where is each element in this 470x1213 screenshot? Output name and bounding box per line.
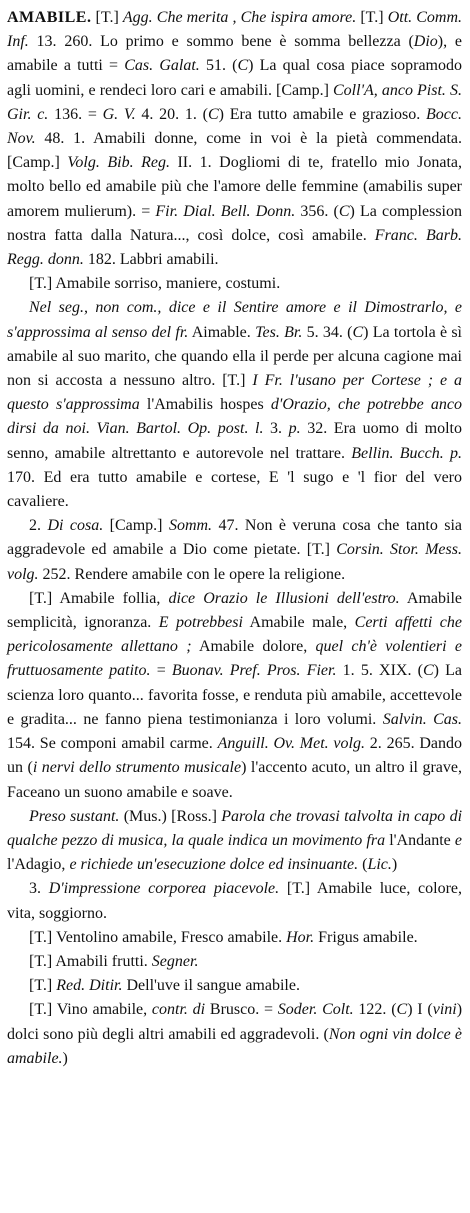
text-run: ( xyxy=(358,856,368,874)
text-run: ) I ( xyxy=(407,1001,433,1019)
text-run: ) dolci sono più degli altri amabili ed aggradevoli. ( xyxy=(7,1001,463,1043)
text-run: Bellin. Bucch. p. xyxy=(351,444,463,462)
text-run: Volg. Bib. Reg. xyxy=(67,154,170,172)
text-run: Brusco. xyxy=(205,1001,264,1019)
sense-3-frutti xyxy=(7,950,462,974)
text-run: contr. di xyxy=(151,1001,206,1019)
text-run: 2. xyxy=(29,517,48,535)
text-run: p. xyxy=(288,420,301,438)
sense-3-impressione-corporea xyxy=(7,877,462,925)
sense-2-di-cosa xyxy=(7,514,462,587)
text-run: [T.] xyxy=(29,977,57,995)
text-run: ) La tortola è sì amabile al suo marito, che quando ella il perde per alcuna cagione mai non si accosta a nessuno altro. [T.] xyxy=(7,323,463,390)
text-run: 32. Era uomo di molto senno, amabile altrettanto e autorevole nel trattare. xyxy=(7,420,462,462)
text-run: [T.] xyxy=(356,9,388,26)
entry-amabile-definition xyxy=(7,6,462,272)
text-run: e xyxy=(454,831,462,849)
text-run: Red. Ditir. xyxy=(56,977,123,995)
text-run: [T.] Vino amabile, xyxy=(29,1001,152,1019)
text-run: C xyxy=(338,202,350,220)
text-run: C xyxy=(396,1001,408,1019)
text-run: [T.] Amabile luce, colore, vita, soggiorno. xyxy=(7,880,463,922)
text-run: 48. 1. Amabili donne, come in voi è la pietà commendata. [Camp.] xyxy=(7,130,462,172)
text-run: Agg. Che merita , Che ispira amore. xyxy=(122,9,357,26)
text-run: = xyxy=(264,1001,274,1019)
text-run: ) Era tutto amabile e grazioso. xyxy=(218,105,427,123)
text-run: Amabile dolore, xyxy=(191,638,316,656)
text-run: 136. xyxy=(48,105,88,123)
text-run: G. V. xyxy=(96,105,136,123)
text-run: Non ogni vin dolce è amabile. xyxy=(7,1025,462,1067)
text-run: Tes. Br. xyxy=(255,323,303,341)
text-run: ) La scienza loro quanto... favorita fosse, e renduta più amabile, accettevole e gradita... ne fanno piena testimonianza i loro volumi. xyxy=(7,662,463,728)
text-run: 2. 265. Dando un ( xyxy=(7,735,463,777)
sense-1-example-sorriso xyxy=(7,272,462,296)
text-run: Certi affetti che pericolosamente allettano ; xyxy=(7,614,462,656)
text-run: = xyxy=(87,105,97,123)
text-run: (Mus.) [Ross.] xyxy=(119,807,222,825)
text-run: Anguill. Ov. Met. volg. xyxy=(217,735,365,753)
text-run: Fir. Dial. Bell. Donn. xyxy=(150,202,296,220)
text-run: 182. Labbri amabili. xyxy=(83,251,219,269)
text-run: D'impressione corporea piacevole. xyxy=(48,880,280,898)
text-run: l'Andante xyxy=(385,831,455,849)
text-run: C xyxy=(237,57,249,75)
sense-music-term xyxy=(7,805,462,878)
text-run: 170. Ed era tutto amabile e cortese, E 'l sugo e 'l fior del vero cavaliere. xyxy=(7,468,462,511)
text-run: d'Orazio, che potrebbe anco dirsi da noi. Vian. Bartol. Op. post. l. xyxy=(7,396,462,438)
text-run: ) xyxy=(62,1049,68,1067)
text-run: Corsin. Stor. Mess. volg. xyxy=(7,541,462,583)
text-run: Dell'uve il sangue amabile. xyxy=(122,977,300,995)
text-run: Ott. Comm. Inf. xyxy=(7,9,463,51)
text-run: [T.] Amabili frutti. xyxy=(29,952,152,970)
text-run: 51. ( xyxy=(199,57,238,75)
text-run: [T.] Ventolino amabile, Fresco amabile. xyxy=(29,928,287,946)
text-run: ) l'accento acuto, un altro il grave, Faceano un suono amabile e soave. xyxy=(7,759,463,801)
sense-3-vino-amabile xyxy=(7,998,462,1071)
text-run: quel ch'è volentieri e fruttuosamente patito. xyxy=(7,638,462,680)
text-run: [T.] Amabile follia, xyxy=(29,589,169,607)
text-run: Buonav. Pref. Pros. Fier. xyxy=(171,662,337,680)
text-run: Amabile male, xyxy=(242,614,355,632)
text-run: 154. Se componi amabil carme. xyxy=(7,735,218,753)
text-run: 1. 5. XIX. ( xyxy=(336,662,423,680)
text-run: Hor. xyxy=(286,928,315,946)
text-run: l'Adagio, xyxy=(7,856,70,874)
text-run: Coll'A, anco Pist. S. Gir. c. xyxy=(7,81,463,123)
text-run: Cas. Galat. xyxy=(118,57,200,75)
text-run: 252. Rendere amabile con le opere la religione. xyxy=(38,565,346,583)
text-run: Lic. xyxy=(367,856,392,874)
text-run: E potrebbesi xyxy=(158,614,243,632)
text-run: Parola che trovasi talvolta in capo di qualche pezzo di musica, la quale indica un movimento fra xyxy=(7,807,463,849)
text-run: 356. ( xyxy=(295,202,339,220)
text-run: [Camp.] xyxy=(103,517,169,535)
text-run: Frigus amabile. xyxy=(314,928,418,946)
text-run: [T.] Amabile sorriso, maniere, costumi. xyxy=(29,275,281,293)
sense-2-orazio-note xyxy=(7,587,462,805)
text-run: 5. 34. ( xyxy=(302,323,353,341)
text-run: Soder. Colt. xyxy=(273,1001,354,1019)
sense-1-french-usage xyxy=(7,296,462,514)
text-run: = xyxy=(150,662,172,680)
text-run: l'Amabilis hospes xyxy=(139,396,271,414)
text-run: 4. 20. 1. ( xyxy=(135,105,208,123)
text-run: = xyxy=(141,202,151,220)
text-run: ) La complession nostra fatta dalla Natura..., così dolce, così amabile. xyxy=(7,202,462,244)
text-run: C xyxy=(352,323,364,341)
text-run: Somm. xyxy=(168,517,213,535)
text-run: ) La qual cosa piace sopramodo agli uomini, e rendeci loro cari e amabili. [Camp.] xyxy=(7,57,462,99)
text-run: 3. xyxy=(29,880,49,898)
text-run: Dio xyxy=(413,33,438,51)
text-run: I Fr. l'usano per Cortese ; e a questo s'approssima xyxy=(7,372,462,414)
text-run: Aimable. xyxy=(188,323,256,341)
text-run: dice Orazio le Illusioni dell'estro. xyxy=(168,589,400,607)
text-run: vini xyxy=(432,1001,457,1019)
text-run: = xyxy=(109,57,119,75)
text-run: ), e amabile a tutti xyxy=(7,33,462,75)
text-run: [T.] xyxy=(91,9,123,26)
text-run: AMABILE. xyxy=(7,9,92,26)
text-run: Salvin. Cas. xyxy=(382,710,462,728)
text-run: 47. Non è veruna cosa che tanto sia aggradevole ed amabile a Dio come pietate. [T.] xyxy=(7,517,463,559)
text-run: Preso sustant. xyxy=(29,807,120,825)
text-run: Segner. xyxy=(151,952,199,970)
text-run: II. 1. Dogliomi di te, fratello mio Jonata, molto bello ed amabile più che l'amore delle femmine (amabilis super amorem mulierum). xyxy=(7,154,462,220)
text-run: Franc. Barb. Regg. donn. xyxy=(7,226,462,269)
text-run: 122. ( xyxy=(353,1001,397,1019)
text-run: 3. xyxy=(263,420,289,438)
text-run: i nervi dello strumento musicale xyxy=(32,759,242,777)
text-run: C xyxy=(208,105,219,123)
text-run: ) xyxy=(391,856,398,874)
sense-3-ditirambo xyxy=(7,974,462,998)
text-run: e richiede un'esecuzione dolce ed insinuante. xyxy=(69,856,359,874)
text-run: Amabile semplicità, ignoranza. xyxy=(7,589,462,632)
text-run: Bocc. Nov. xyxy=(7,105,463,148)
text-run: 13. 260. Lo primo e sommo bene è somma bellezza ( xyxy=(28,33,414,51)
text-run: Di cosa. xyxy=(47,517,104,535)
text-run: C xyxy=(422,662,434,680)
sense-3-ventolino xyxy=(7,926,462,950)
text-run: Nel seg., non com., dice e il Sentire amore e il Dimostrarlo, e s'approssima al senso del fr. xyxy=(7,299,462,341)
